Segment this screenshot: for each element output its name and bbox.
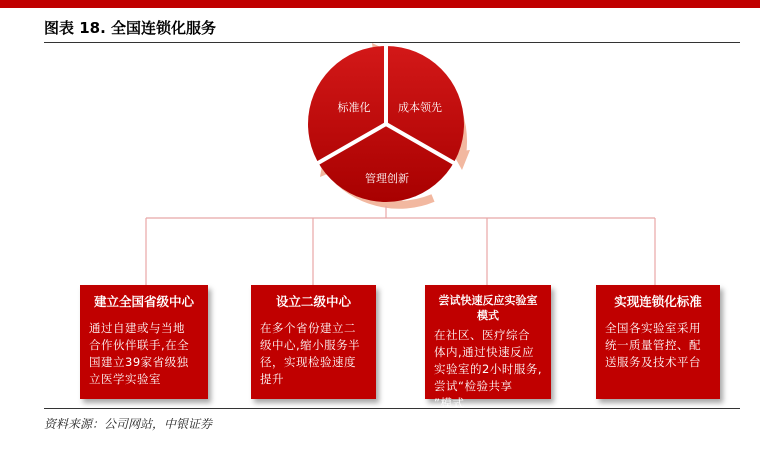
card-body-line: 提升 <box>260 372 284 386</box>
card-body-line: 在社区、医疗综合 <box>434 328 530 342</box>
card-body-line: 径，实现检验速度 <box>260 355 356 369</box>
card-body <box>89 320 199 388</box>
card-body-line: 体内,通过快速反应 <box>434 345 535 359</box>
card-body-line: 实验室的2小时服务, <box>434 362 542 376</box>
card-body-line: 国建立39家省级独 <box>89 355 189 369</box>
source-divider <box>44 408 740 409</box>
card-body-line: 送服务及技术平台 <box>605 355 701 369</box>
segment-label-standardization: 标准化 <box>337 101 371 114</box>
card-body <box>260 320 367 388</box>
segment-label-management-innovation: 管理创新 <box>365 172 409 185</box>
card-chain-standard <box>596 285 720 399</box>
segment-label-cost-leadership: 成本领先 <box>398 101 442 114</box>
card-title: 实现连锁化标准 <box>614 294 702 309</box>
card-body-line: 通过自建或与当地 <box>89 321 185 335</box>
card-provincial-centers <box>80 285 208 399</box>
card-title-line: 模式 <box>477 309 499 322</box>
card-body-line: 立医学实验室 <box>89 372 161 386</box>
card-title: 建立全国省级中心 <box>93 294 194 309</box>
card-secondary-centers <box>251 285 376 399</box>
figure-title: 图表 18. 全国连锁化服务 <box>44 19 217 37</box>
card-body-line: 合作伙伴联手,在全 <box>89 338 190 352</box>
card-title: 设立二级中心 <box>275 294 351 309</box>
card-body-line: 级中心,缩小服务半 <box>260 338 361 352</box>
card-rapid-response-lab <box>425 285 551 410</box>
card-body-line: ”模式 <box>434 396 465 410</box>
cycle-wheel <box>308 46 464 202</box>
card-body <box>605 320 711 371</box>
card-body <box>434 327 542 412</box>
card-title <box>434 293 542 323</box>
source-note: 资料来源：公司网站，中银证券 <box>44 417 213 431</box>
card-body-line: 统一质量管控、配 <box>605 338 701 352</box>
card-body-line: 在多个省份建立二 <box>260 321 356 335</box>
card-body-line: 尝试“检验共享 <box>434 379 513 393</box>
connector-tree <box>146 206 655 285</box>
card-body-line: 全国各实验室采用 <box>605 321 701 335</box>
card-title-line: 尝试快速反应实验室 <box>438 294 538 307</box>
